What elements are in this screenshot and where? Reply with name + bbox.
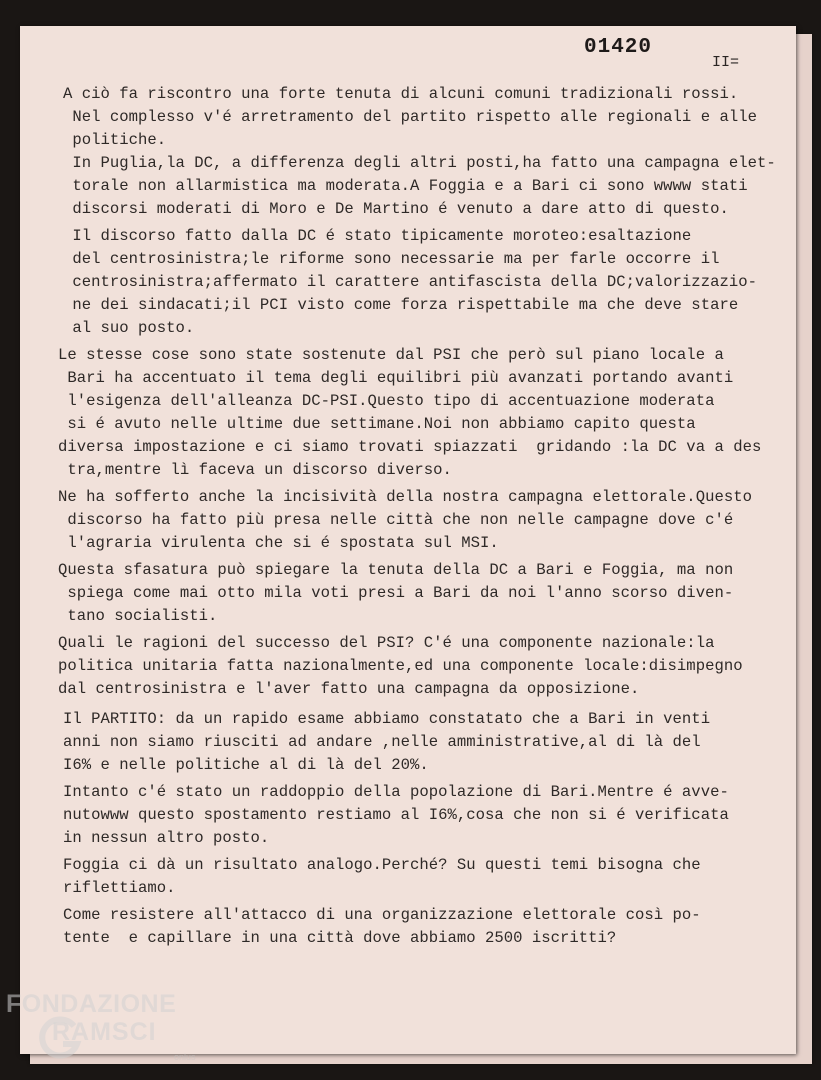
- text-line: Le stesse cose sono state sostenute dal PSI che però sul piano locale a: [58, 346, 724, 364]
- watermark-onlus: onlus: [174, 1052, 196, 1062]
- text-line: Come resistere all'attacco di una organizzazione elettorale così po-: [63, 906, 701, 924]
- text-line: in nessun altro posto.: [63, 829, 270, 847]
- document-number: 01420: [584, 36, 653, 59]
- text-line: tra,mentre lì faceva un discorso diverso.: [58, 461, 452, 479]
- text-line: del centrosinistra;le riforme sono necessarie ma per farle occorre il: [63, 250, 720, 268]
- document-page: [20, 26, 796, 1054]
- text-line: al suo posto.: [63, 319, 195, 337]
- text-line: discorsi moderati di Moro e De Martino é venuto a dare atto di questo.: [63, 200, 729, 218]
- text-line: nutowww questo spostamento restiamo al I6%,cosa che non si é verificata: [63, 806, 729, 824]
- text-line: Intanto c'é stato un raddoppio della popolazione di Bari.Mentre é avve-: [63, 783, 729, 801]
- text-line: tente e capillare in una città dove abbiamo 2500 iscritti?: [63, 929, 617, 947]
- text-line: centrosinistra;affermato il carattere antifascista della DC;valorizzazio-: [63, 273, 757, 291]
- text-line: riflettiamo.: [63, 879, 176, 897]
- text-line: l'esigenza dell'alleanza DC-PSI.Questo tipo di accentuazione moderata: [58, 392, 715, 410]
- text-line: I6% e nelle politiche al di là del 20%.: [63, 756, 429, 774]
- text-line: Bari ha accentuato il tema degli equilibri più avanzati portando avanti: [58, 369, 734, 387]
- text-line: diversa impostazione e ci siamo trovati spiazzati gridando :la DC va a des: [58, 438, 762, 456]
- watermark-text-bottom: RAMSCI: [52, 1018, 157, 1046]
- text-line: si é avuto nelle ultime due settimane.Noi non abbiamo capito questa: [58, 415, 696, 433]
- text-line: Il PARTITO: da un rapido esame abbiamo constatato che a Bari in venti: [63, 710, 711, 728]
- watermark-text-top: FONDAZIONE: [6, 990, 177, 1018]
- text-line: politiche.: [63, 131, 167, 149]
- text-line: Questa sfasatura può spiegare la tenuta della DC a Bari e Foggia, ma non: [58, 561, 734, 579]
- text-line: tano socialisti.: [58, 607, 218, 625]
- fondazione-gramsci-watermark: [6, 990, 206, 1070]
- text-line: spiega come mai otto mila voti presi a Bari da noi l'anno scorso diven-: [58, 584, 734, 602]
- text-line: l'agraria virulenta che si é spostata sul MSI.: [58, 534, 499, 552]
- page-mark: II=: [712, 54, 740, 71]
- text-line: torale non allarmistica ma moderata.A Foggia e a Bari ci sono wwww stati: [63, 177, 748, 195]
- text-line: discorso ha fatto più presa nelle città che non nelle campagne dove c'é: [58, 511, 734, 529]
- text-line: In Puglia,la DC, a differenza degli altri posti,ha fatto una campagna elet-: [63, 154, 776, 172]
- text-line: Nel complesso v'é arretramento del partito rispetto alle regionali e alle: [63, 108, 757, 126]
- text-line: A ciò fa riscontro una forte tenuta di alcuni comuni tradizionali rossi.: [63, 85, 739, 103]
- text-line: anni non siamo riusciti ad andare ,nelle amministrative,al di là del: [63, 733, 701, 751]
- text-line: ne dei sindacati;il PCI visto come forza rispettabile ma che deve stare: [63, 296, 739, 314]
- text-line: Quali le ragioni del successo del PSI? C'é una componente nazionale:la: [58, 634, 715, 652]
- text-line: Il discorso fatto dalla DC é stato tipicamente moroteo:esaltazione: [63, 227, 692, 245]
- text-line: Foggia ci dà un risultato analogo.Perché? Su questi temi bisogna che: [63, 856, 701, 874]
- text-line: dal centrosinistra e l'aver fatto una campagna da opposizione.: [58, 680, 640, 698]
- text-line: Ne ha sofferto anche la incisività della nostra campagna elettorale.Questo: [58, 488, 752, 506]
- text-line: politica unitaria fatta nazionalmente,ed una componente locale:disimpegno: [58, 657, 743, 675]
